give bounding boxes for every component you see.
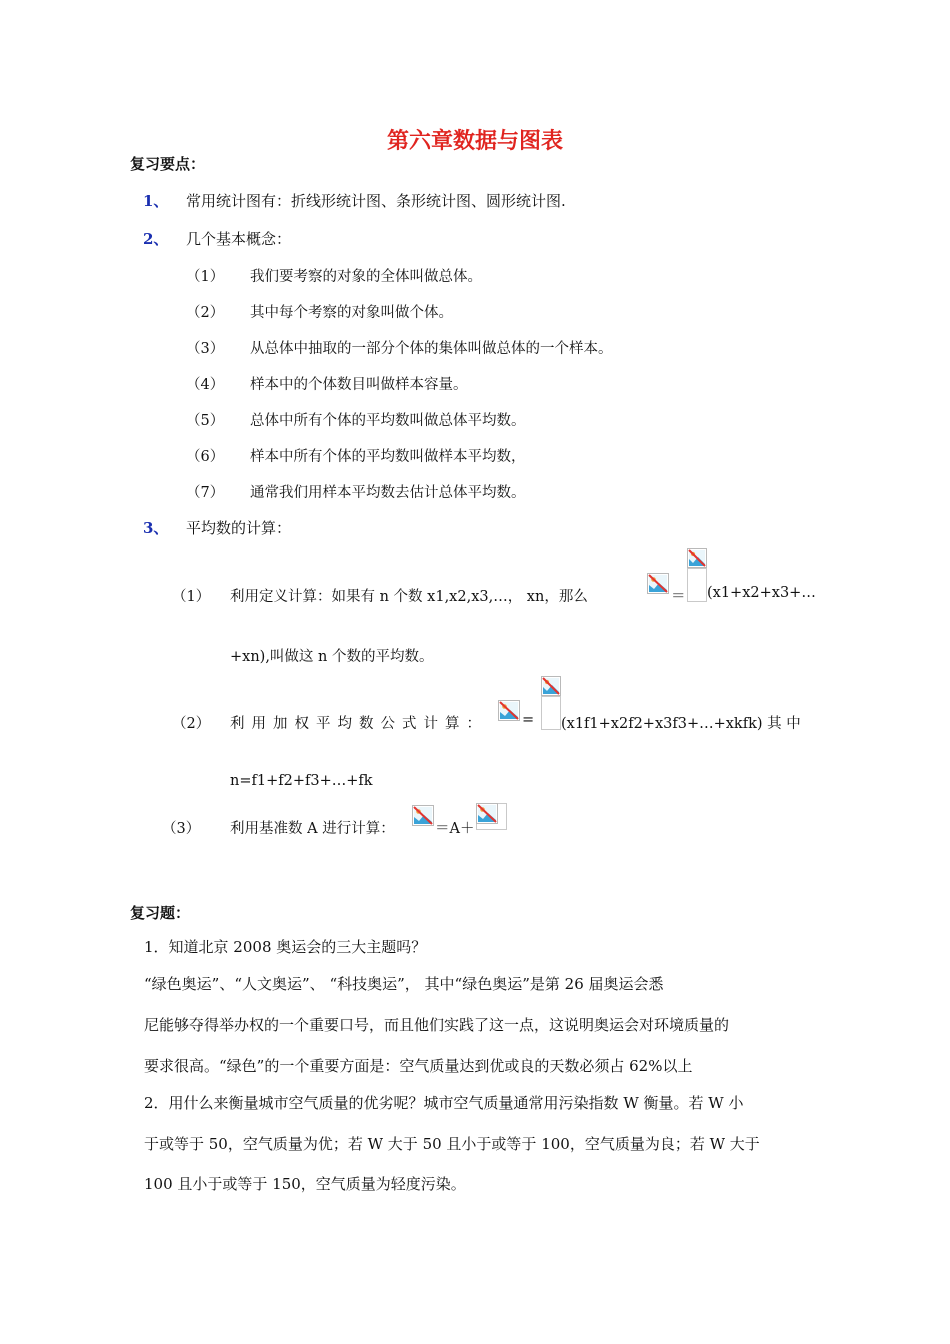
- method-formula: (x1+x2+x3+…: [707, 585, 816, 601]
- question-line: “绿色奥运”、“人文奥运”、 “科技奥运”， 其中“绿色奥运”是第 26 届奥运会悉: [144, 975, 664, 993]
- broken-image-icon: [541, 676, 561, 696]
- broken-image-icon: [412, 805, 434, 826]
- method-number: （3）: [162, 821, 201, 837]
- broken-image-icon: [498, 700, 520, 721]
- point-number: 3、: [143, 519, 169, 537]
- concept-text: 其中每个考察的对象叫做个体。: [250, 305, 453, 321]
- question-line: 要求很高。“绿色”的一个重要方面是：空气质量达到优或良的天数必须占 62%以上: [144, 1057, 693, 1075]
- review-points-heading: 复习要点：: [130, 155, 206, 173]
- point-text: 常用统计图有：折线形统计图、条形统计图、圆形统计图.: [186, 192, 566, 210]
- method-number: （1）: [172, 589, 211, 605]
- fraction-placeholder: [541, 696, 561, 730]
- concept-text: 通常我们用样本平均数去估计总体平均数。: [250, 485, 526, 501]
- concept-text: 样本中所有个体的平均数叫做样本平均数，: [250, 449, 526, 465]
- method-number: （2）: [172, 716, 211, 732]
- concept-text: 样本中的个体数目叫做样本容量。: [250, 377, 468, 393]
- question-line: 1．知道北京 2008 奥运会的三大主题吗？: [144, 938, 427, 956]
- equals-sign: =: [522, 712, 535, 728]
- point-text: 平均数的计算：: [186, 519, 292, 537]
- question-line: 100 且小于或等于 150，空气质量为轻度污染。: [144, 1175, 466, 1193]
- concept-number: （3）: [186, 341, 225, 357]
- point-number: 2、: [143, 230, 169, 248]
- concept-text: 我们要考察的对象的全体叫做总体。: [250, 269, 482, 285]
- concept-number: （2）: [186, 305, 225, 321]
- review-questions-heading: 复习题：: [130, 904, 191, 922]
- question-line: 于或等于 50，空气质量为优；若 W 大于 50 且小于或等于 100，空气质量为良；若 W 大于: [144, 1135, 760, 1153]
- fraction-placeholder: [687, 568, 707, 602]
- concept-number: （6）: [186, 449, 225, 465]
- concept-number: （7）: [186, 485, 225, 501]
- method-text-continued: +xn),叫做这 n 个数的平均数。: [230, 649, 434, 665]
- page-title: 第六章数据与图表: [386, 128, 563, 154]
- broken-image-icon: [687, 548, 707, 568]
- concept-text: 从总体中抽取的一部分个体的集体叫做总体的一个样本。: [250, 341, 613, 357]
- method-text: 利用基准数 A 进行计算：: [230, 821, 395, 837]
- method-formula: (x1f1+x2f2+x3f3+…+xkfk) 其 中: [561, 716, 801, 732]
- broken-image-icon: [647, 573, 669, 594]
- method-text: 利用定义计算：如果有 n 个数 x1,x2,x3,…， xn，那么: [230, 589, 588, 605]
- concept-text: 总体中所有个体的平均数叫做总体平均数。: [250, 413, 526, 429]
- method-formula: ＝A＋: [435, 821, 475, 837]
- point-number: 1、: [143, 192, 169, 210]
- method-text-continued: n=f1+f2+f3+…+fk: [230, 773, 373, 789]
- question-line: 2．用什么来衡量城市空气质量的优劣呢？城市空气质量通常用污染指数 W 衡量。若 W 小: [144, 1094, 744, 1112]
- point-text: 几个基本概念：: [186, 230, 292, 248]
- concept-number: （5）: [186, 413, 225, 429]
- concept-number: （1）: [186, 269, 225, 285]
- method-text: 利用加权平均数公式计算：: [230, 716, 488, 732]
- question-line: 尼能够夺得举办权的一个重要口号，而且他们实践了这一点，这说明奥运会对环境质量的: [144, 1016, 730, 1034]
- equals-sign: ＝: [671, 589, 686, 605]
- concept-number: （4）: [186, 377, 225, 393]
- broken-image-icon: [476, 803, 498, 824]
